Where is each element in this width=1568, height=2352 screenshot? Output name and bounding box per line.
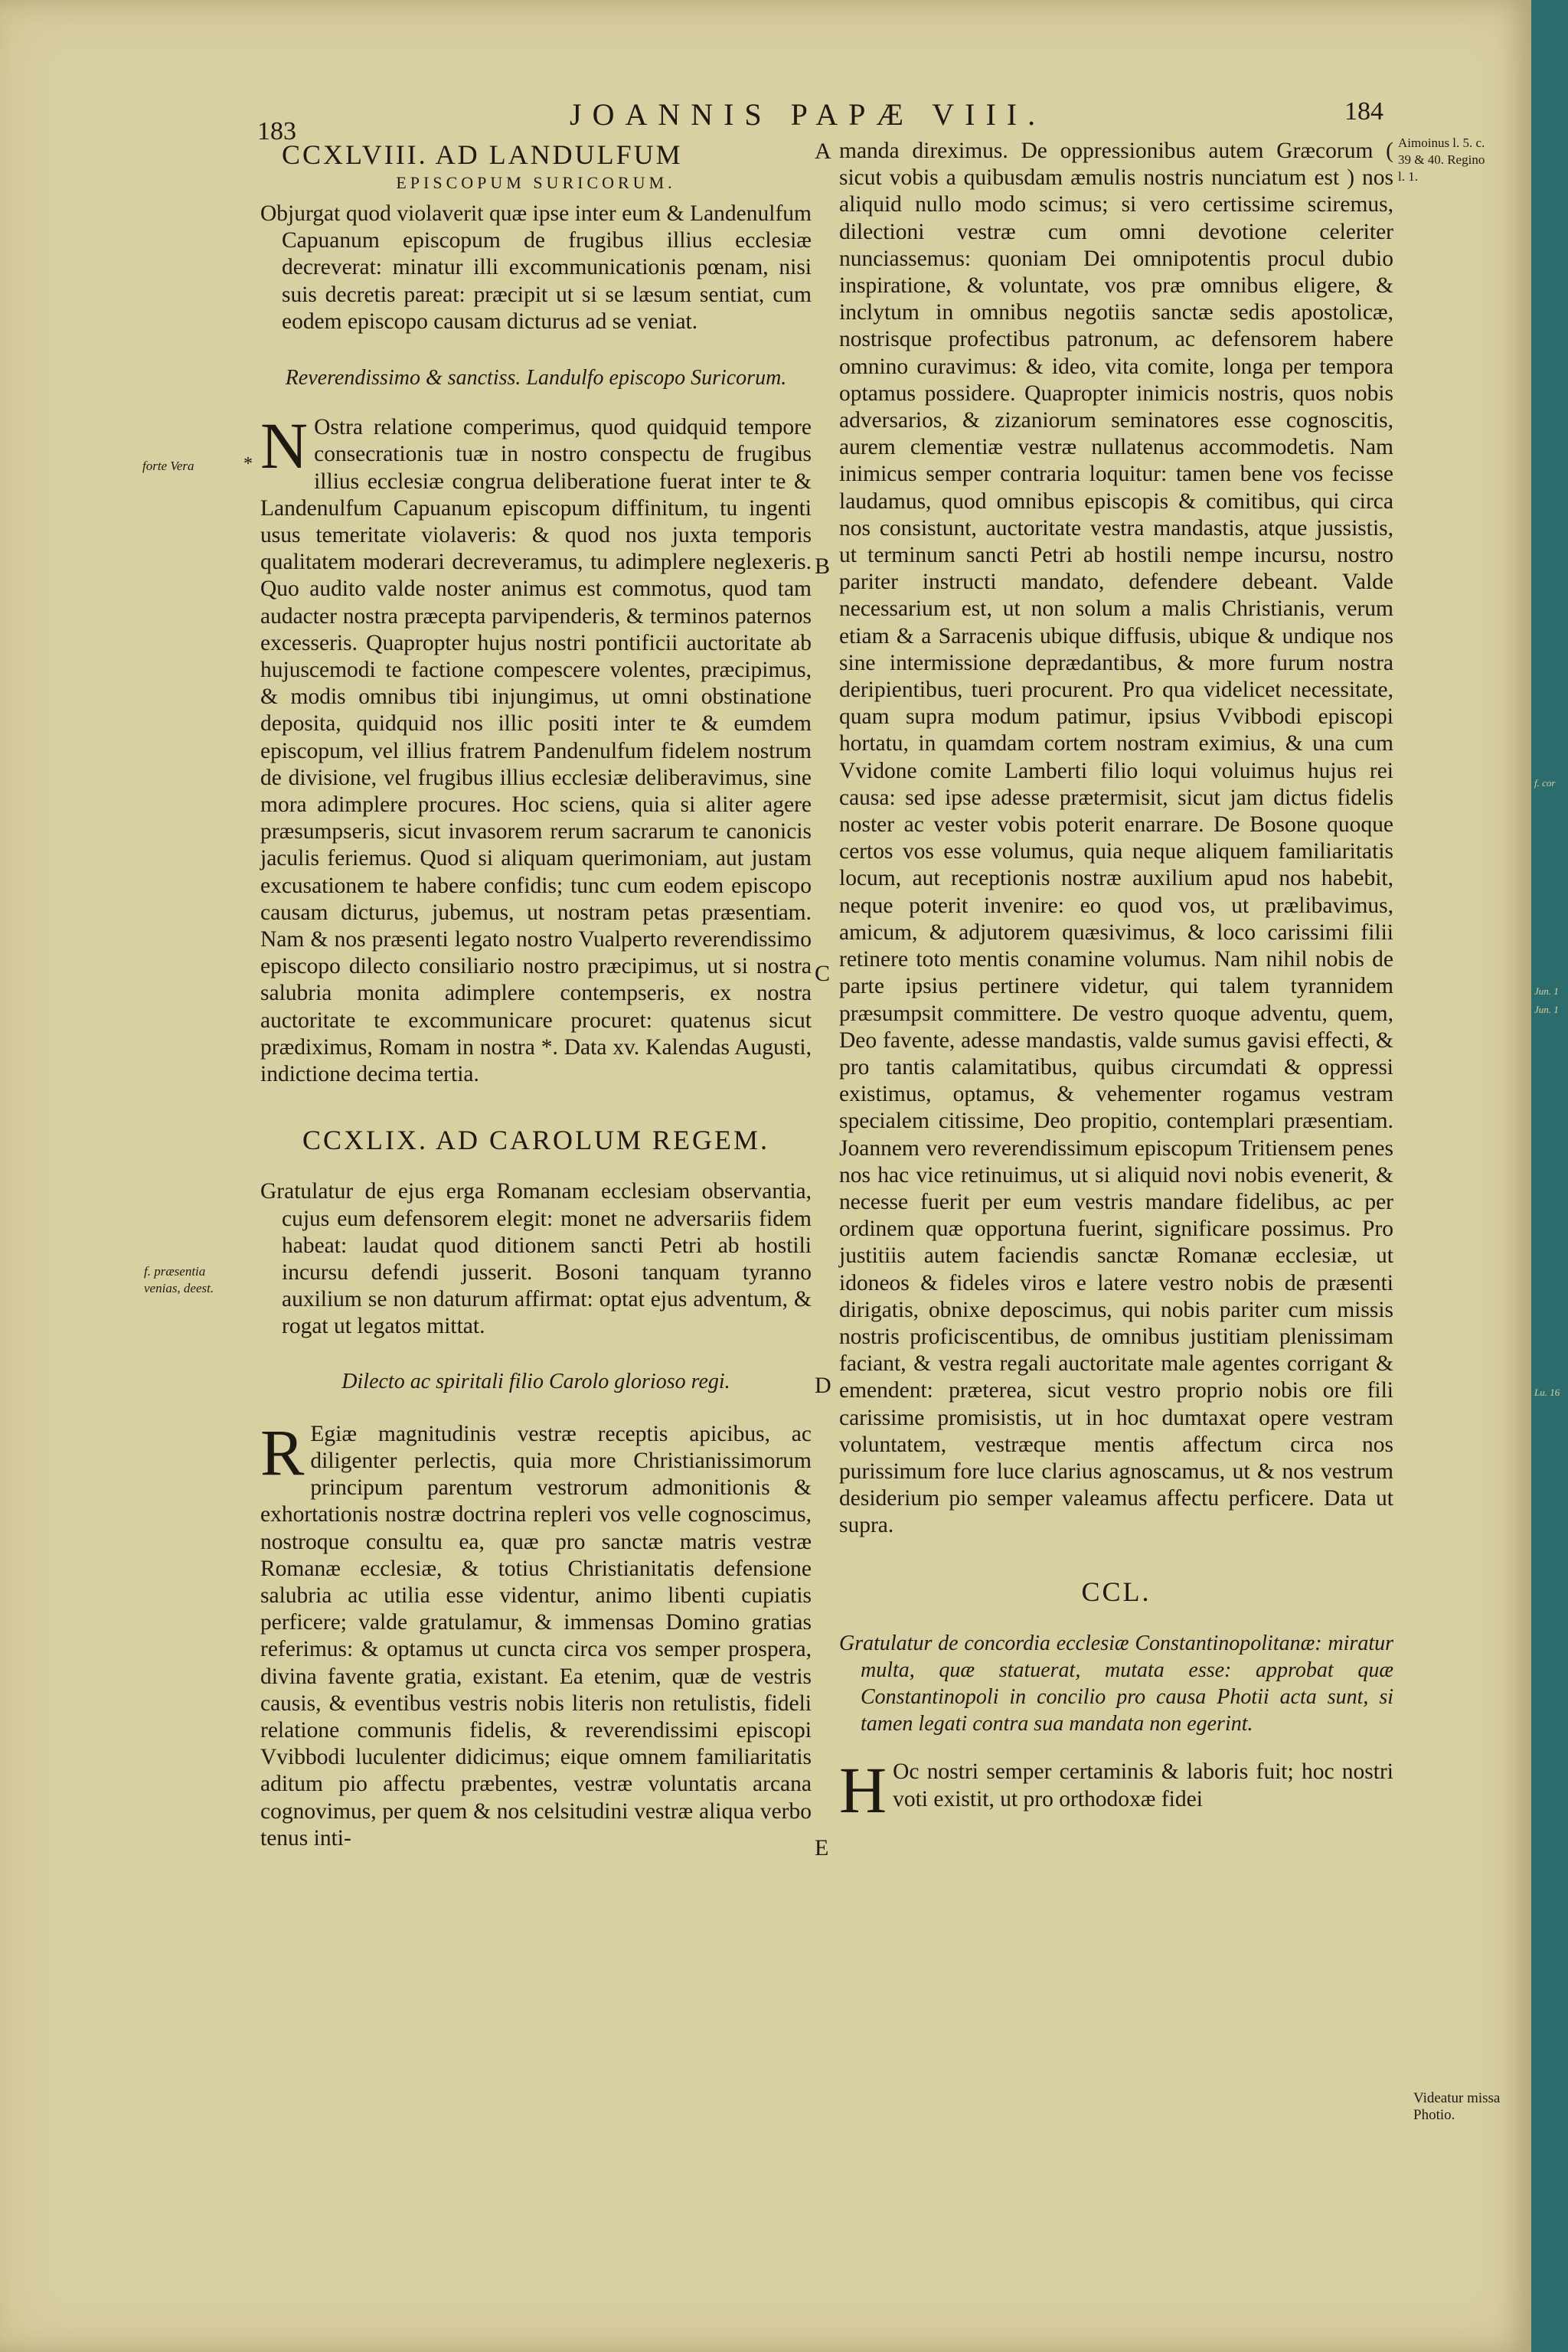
letter-248-dropcap: N xyxy=(260,409,309,483)
section-marker-a: A xyxy=(815,139,831,164)
letter-250-body xyxy=(839,1753,1393,1828)
section-marker-c: C xyxy=(815,961,831,986)
next-page-note-3: Jun. 1 xyxy=(1534,1004,1559,1015)
next-page-edge xyxy=(1531,0,1568,2352)
letter-248-address: Reverendissimo & sanctiss. Landulfo episcopo Suricorum. xyxy=(285,366,787,390)
section-marker-e: E xyxy=(815,1835,829,1860)
letter-249-heading: CCXLIX. AD CAROLUM REGEM. xyxy=(302,1125,770,1156)
letter-249-body-left xyxy=(260,1415,812,1852)
letter-248-body xyxy=(260,409,812,1088)
next-page-note-1: f. cor xyxy=(1534,777,1556,789)
letter-249-body-right: manda direximus. De oppressionibus autem Græcorum ( sicut vobis a quibusdam æmulis nostris nunciatum est ) nos aliquid nullo modo scimus; si vero certissime sciremus, dilectioni vestræ cum omni devotione celeriter nunciassemus: quoniam Dei omnipotentis procul dubio inspiratione, & voluntate, vos præ omnibus eligere, & inclytum in omnibus negotiis sanctæ sedis apostolicæ, nostrisque profectibus patronum, ac defensorem habere omnino curavimus: & ideo, vita comite, longa per tempora optamus possidere. Quapropter inimicis nostris, quos nobis adversarios, & zizaniorum seminatores esse cognoscitis, aurem clementiæ vestræ nullatenus accommodetis. Nam inimicus semper contraria loquitur: tamen bene vos fecisse laudamus, quod omnibus episcopis & comitibus, qui circa nos consistunt, auctoritate vestra mandastis, atque jussistis, ut terminum sancti Petri ab hostili nempe incursu, nostro pariter instructi mandato, defendere debeant. Valde necessarium est, ut non solum a malis Christianis, verum etiam & a Sarracenis ubique diffusis, ubique & undique nos sine intermissione deprædantibus, & more furum nostra deripientibus, tueri procurent. Pro qua videlicet necessitate, quam supra modum patimur, ipsius Vvibbodi episcopi hortatu, in quamdam cortem nostram eximius, & una cum Vvidone comite Lamberti filio loqui voluimus hujus rei causa: sed ipse adesse prætermisit, sicut jam dictus fidelis noster ac vester vobis poterit enarrare. De Bosone quoque certos vos esse volumus, quia neque aliquem familiaritatis locum, aut receptionis nostræ auxilium apud nos habebit, neque poterit invenire: eo quod vos, ut prælibavimus, amicum, & adjutorem quæsivimus, & loco carissimi filii retinere toto mentis conamine volumus. Nam nihil nobis de parte ipsius pertinere videtur, qui talem tyrannidem præsumpsit committere. De vestro quoque adventu, quem, Deo favente, adesse mandastis, valde sumus gavisi effecti, & pro tantis calamitatibus, quibus circumdati & oppressi existimus, optamus, & vehementer rogamus vestram specialem citissime, Deo propitio, contemplari præsentiam. Joannem vero reverendissimum episcopum Tritiensem penes nos hac vice retinuimus, ut si aliquid novi nobis evenerit, & necesse fuerit per eum vestris mandare fidelibus, ac per ordinem quæ opportuna fuerint, significare possimus. Pro justitiis autem faciendis sanctæ Romanæ ecclesiæ, ut idoneos & fideles viros e latere vestro nobis de præsenti dirigatis, obnixe deposcimus, qui nobis pariter cum missis nostris proficiscentibus, de omnibus justitiam plenissimam faciant, & vestra regali auctoritate male agentes corrigant & emendent: præterea, sicut vestro proprio nobis ore fili carissime promisistis, ut in hoc dumtaxat opere vestram voluntatem, vestræque mentis affectum circa nos purissimum fore luce clarius agnoscamus, ut & nos vestrum desiderium pio semper valeamus affectu perficere. Data ut supra. xyxy=(839,139,1393,1538)
letter-250-summary: Gratulatur de concordia ecclesiæ Constantinopolitanæ: miratur multa, quæ statuerat, mutata esse: approbat quæ Constantinopoli in concilio pro causa Photii acta sunt, si tamen legati contra sua mandata non egerint. xyxy=(839,1631,1393,1736)
next-page-note-4: Lu. 16 xyxy=(1534,1387,1560,1398)
letter-249-dropcap: R xyxy=(260,1415,305,1489)
next-page-note-2: Jun. 1 xyxy=(1534,985,1559,997)
letter-249-text-left: Egiæ magnitudinis vestræ receptis apicibus, ac diligenter perlectis, quia more Christianissimorum principum parentum vestrorum admonitionis & exhortationis nostræ doctrina repleri vos velle cognoscimus, nostroque consultu ea, quæ pro sanctæ matris vestræ Romanæ ecclesiæ, & totius Christianitatis defensione salubria ac utilia esse videntur, animo libenti cupiatis perficere; valde gratulamur, & immensas Domino gratias referimus: & optamus ut cuncta circa vos semper prospera, divina favente gratia, existant. Ea etenim, quæ de vestris causis, & eventibus vestris nobis literis non retulistis, fideli relatione communis fidelis, & reverendissimi episcopi Vvibbodi luculenter didicimus; eique omnem familiaritatis aditum pio affectu præbentes, vestræ voluntatis arcana cognovimus, per quem & nos celsitudini vestræ aliqua verbo tenus inti- xyxy=(260,1421,812,1851)
section-marker-b: B xyxy=(815,554,831,579)
letter-248-heading: CCXLVIII. AD LANDULFUM xyxy=(282,139,683,170)
right-column xyxy=(839,138,1393,1828)
margin-star-a: * xyxy=(243,454,253,474)
letter-250-heading: CCL. xyxy=(1081,1576,1152,1607)
letter-250-text: Oc nostri semper certaminis & laboris fuit; hoc nostri voti existit, ut pro orthodoxæ fidei xyxy=(893,1759,1393,1811)
letter-248-summary: Objurgat quod violaverit quæ ipse inter eum & Landenulfum Capuanum episcopum de frugibus illius ecclesiæ decreverat: minatur illi excommunicationis pœnam, nisi suis decretis pareat: præcipit ut si se læsum sentiat, cum eodem episcopo causam dicturus ad se veniat. xyxy=(260,201,812,334)
margin-note-praesentia: f. præsentia venias, deest. xyxy=(144,1264,214,1295)
letter-248-heading-sub: EPISCOPUM SURICORUM. xyxy=(396,173,676,192)
margin-note-aimoinus: Aimoinus l. 5. c. 39 & 40. Regino l. 1. xyxy=(1398,136,1485,184)
left-page-number: 183 xyxy=(257,117,296,145)
left-column xyxy=(260,138,812,1852)
margin-note-forte-vera: forte Vera xyxy=(142,459,194,473)
section-marker-d: D xyxy=(815,1373,831,1398)
running-title: JOANNIS PAPÆ VIII. xyxy=(570,97,1047,132)
right-page-number: 184 xyxy=(1344,97,1383,126)
letter-250-dropcap: H xyxy=(839,1753,887,1828)
letter-249-address: Dilecto ac spiritali filio Carolo glorioso regi. xyxy=(341,1369,730,1393)
letter-248-text: Ostra relatione comperimus, quod quidquid tempore consecrationis tuæ in nostro conspectu de frugibus illius ecclesiæ congrua deliberatione fuerat inter te & Landenulfum Capuanum episcopum diffinitum, tu ingenti usus temeritate violaveris: & quod nos juxta temporis qualitatem moderari decreveramus, tu adimplere neglexeris. Quo audito valde noster animus est commotus, quod tam audacter nostra præcepta parvipenderis, & terminos paternos excesseris. Quapropter hujus nostri pontificii auctoritate ab hujuscemodi te factione compescere volentes, præcipimus, & modis omnibus tibi injungimus, ut omni obstinatione deposita, quidquid nos illic positi inter te & eumdem episcopum, vel illius fratrem Pandenulfum fidelem nostrum de divisione, vel frugibus illius ecclesiæ deliberavimus, sine mora adimplere procures. Hoc sciens, quia si aliter agere præsumpseris, sicut invasorem rerum sacrarum te canonicis jaculis feriemus. Quod si aliquam querimoniam, aut justam excusationem te habere confidis; tunc cum eodem episcopo causam dicturus, jubemus, ut nostram petas præsentiam. Nam & nos præsenti legato nostro Vualperto reverendissimo episcopo dilecto consiliario nostro præcipimus, ut si nostra salubria monita adimplere contempseris, ex nostra auctoritate te excommunicare procuret: quatenus sicut prædiximus, Romam in nostra *. Data xv. Kalendas Augusti, indictione decima tertia. xyxy=(260,415,812,1087)
letter-249-summary: Gratulatur de ejus erga Romanam ecclesiam observantia, cujus eum defensorem elegit: monet ne adversariis fidem habeat: laudat quod ditionem sancti Petri ab hostili incursu defendi jusserit. Bosoni tanquam tyranno auxilium se non daturum affirmat: optat ejus adventum, & rogat ut legatos mittat. xyxy=(260,1179,812,1339)
margin-note-videatur: Videatur missa Photio. xyxy=(1413,2090,1501,2123)
